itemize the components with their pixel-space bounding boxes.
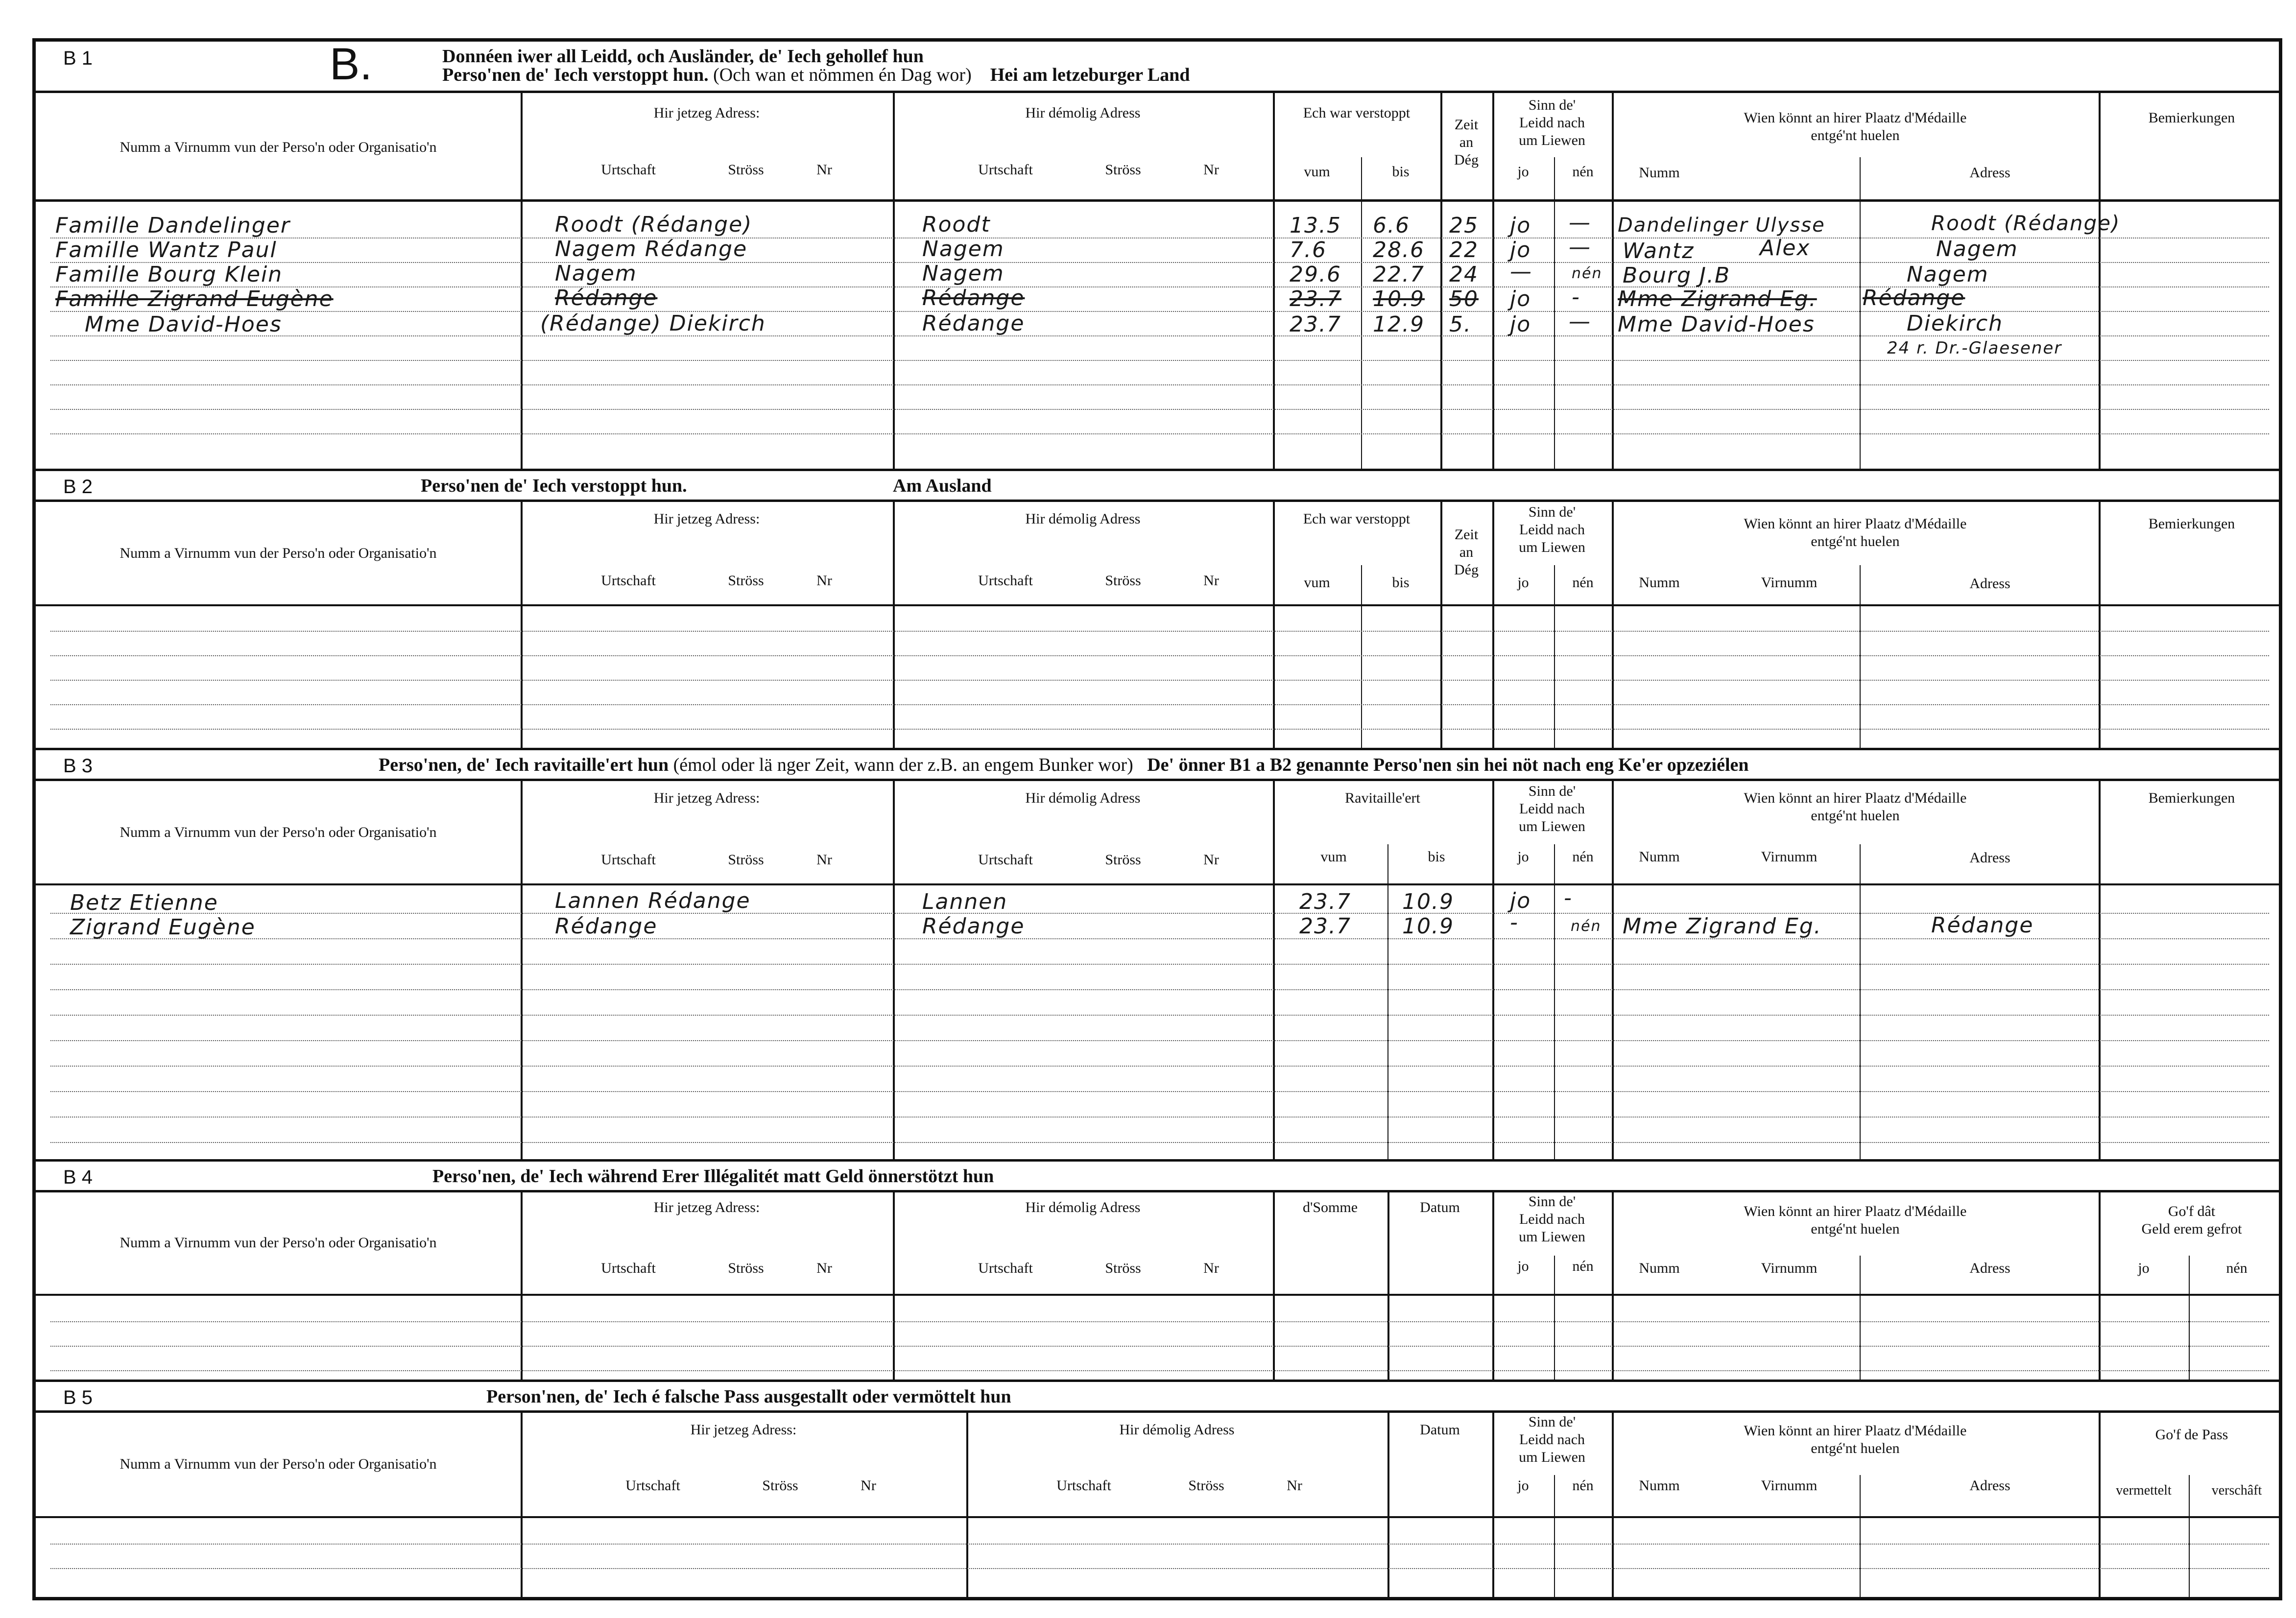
- cell-medal-address-2: 24 r. Dr.-Glaesener: [1887, 338, 2062, 358]
- cell-days: 22: [1449, 238, 1479, 262]
- header-current-address: Hir jetzeg Adress:: [653, 511, 760, 527]
- section-b4: [36, 1159, 2279, 1380]
- header-nen: nén: [1572, 574, 1594, 591]
- section-title: Perso'nen de' Iech verstoppt hun.: [421, 476, 687, 496]
- cell-nen: —: [1569, 235, 1591, 260]
- header-virnumm: Virnumm: [1761, 574, 1818, 591]
- section-title: Person'nen, de' Iech é falsche Pass ausgestallt oder vermöttelt hun: [486, 1386, 1011, 1407]
- cell-bis: 10.9: [1402, 889, 1454, 914]
- header-jo: jo: [1517, 849, 1529, 865]
- header-sinn-2: Leidd nach: [1519, 1211, 1585, 1227]
- header-nr: Nr: [1203, 1260, 1219, 1276]
- header-medal: Wien könnt an hirer Plaatz d'Médaille: [1744, 790, 1967, 806]
- header-sinn: Sinn de': [1528, 1414, 1576, 1430]
- cell-medal-name: Dandelinger Ulysse: [1618, 214, 1825, 237]
- form-sheet: [32, 38, 2282, 1600]
- header-current-address: Hir jetzeg Adress:: [653, 105, 760, 121]
- cell-current: (Rédange) Diekirch: [540, 311, 766, 336]
- header-current-address: Hir jetzeg Adress:: [653, 1199, 760, 1215]
- header-zeit: Zeit: [1454, 526, 1479, 543]
- header-medal-2: entgé'nt huelen: [1811, 533, 1900, 549]
- header-datum: Datum: [1420, 1199, 1460, 1215]
- section-tag: B 2: [63, 476, 93, 498]
- cell-medal-firstname: Alex: [1760, 236, 1811, 261]
- header-nen: nén: [1572, 1258, 1594, 1274]
- cell-bis: 12.9: [1373, 312, 1425, 337]
- header-medal: Wien könnt an hirer Plaatz d'Médaille: [1744, 1423, 1967, 1439]
- header-sinn: Sinn de': [1528, 783, 1576, 799]
- header-sinn: Sinn de': [1528, 504, 1576, 520]
- header-medal-2: entgé'nt huelen: [1811, 808, 1900, 824]
- header-stross: Ströss: [728, 572, 764, 589]
- header-sinn-3: um Liewen: [1519, 1449, 1585, 1465]
- cell-medal-name: Bourg J.B: [1623, 263, 1731, 288]
- header-medal: Wien könnt an hirer Plaatz d'Médaille: [1744, 1203, 1967, 1219]
- header-sinn: Sinn de': [1528, 1193, 1576, 1210]
- cell-jo: -: [1510, 910, 1519, 935]
- cell-bis: 10.9: [1402, 914, 1454, 939]
- header-ravitailleert: Ravitaille'ert: [1345, 790, 1420, 806]
- header-jo: jo: [1517, 1477, 1529, 1494]
- header-vermettelt: vermettelt: [2116, 1483, 2172, 1498]
- section-title: Perso'nen, de' Iech während Erer Illégalitét matt Geld önnerstötzt hun: [432, 1166, 994, 1187]
- header-virnumm: Virnumm: [1761, 1477, 1818, 1494]
- section-tag: B 5: [63, 1387, 93, 1408]
- cell-current: Rédange: [555, 914, 658, 939]
- header-verschaft: verschâft: [2211, 1483, 2262, 1498]
- header-datum: Datum: [1420, 1422, 1460, 1438]
- header-stross: Ströss: [1188, 1477, 1224, 1494]
- header-zeit-deg: Dég: [1454, 152, 1479, 168]
- cell-name: Famille Bourg Klein: [55, 262, 283, 287]
- header-medal-2: entgé'nt huelen: [1811, 127, 1900, 143]
- header-virnumm: Virnumm: [1761, 1260, 1818, 1276]
- header-urtschaft: Urtschaft: [601, 852, 656, 868]
- header-former-address: Hir démolig Adress: [1025, 1199, 1141, 1215]
- header-zeit: Zeit: [1454, 117, 1479, 133]
- cell-current: Roodt (Rédange): [555, 212, 753, 237]
- cell-nen: —: [1569, 309, 1591, 334]
- cell-jo: jo: [1510, 888, 1531, 913]
- cell-jo: jo: [1510, 213, 1531, 238]
- cell-name: Famille Dandelinger: [55, 213, 291, 238]
- cell-name: Betz Etienne: [70, 890, 218, 915]
- section-b1: [36, 39, 2279, 469]
- cell-current: Lannen Rédange: [555, 888, 751, 913]
- section-tag: B 4: [63, 1166, 93, 1188]
- header-current-address: Hir jetzeg Adress:: [690, 1422, 797, 1438]
- cell-medal-address: Diekirch: [1907, 311, 2004, 336]
- cell-vum: 7.6: [1290, 238, 1327, 262]
- header-remarks: Bemierkungen: [2148, 516, 2235, 532]
- cell-vum: 23.7: [1299, 914, 1351, 939]
- cell-former: Rédange: [922, 286, 1025, 310]
- header-virnumm: Virnumm: [1761, 849, 1818, 865]
- cell-name: Famille Wantz Paul: [55, 238, 277, 262]
- header-vum: vum: [1304, 574, 1330, 591]
- header-urtschaft: Urtschaft: [1056, 1477, 1111, 1494]
- header-bis: bis: [1392, 164, 1410, 180]
- header-vum: vum: [1320, 849, 1347, 865]
- section-title: Donnéen iwer all Leidd, och Ausländer, de' Iech gehollef hun: [442, 46, 924, 67]
- cell-days: 5.: [1449, 312, 1472, 337]
- section-tag: B 1: [63, 48, 93, 69]
- header-adress: Adress: [1969, 1260, 2010, 1276]
- header-urtschaft: Urtschaft: [601, 162, 656, 178]
- header-nen: nén: [1572, 1477, 1594, 1494]
- cell-medal-address: Nagem: [1936, 237, 2018, 262]
- header-somme: d'Somme: [1302, 1199, 1358, 1215]
- header-nr: Nr: [1203, 572, 1219, 589]
- header-remarks: Bemierkungen: [2148, 790, 2235, 806]
- cell-nen: -: [1572, 285, 1580, 309]
- header-sinn-2: Leidd nach: [1519, 115, 1585, 131]
- header-nr: Nr: [1203, 852, 1219, 868]
- header-medal-2: entgé'nt huelen: [1811, 1440, 1900, 1456]
- cell-vum: 23.7: [1290, 286, 1341, 311]
- header-nen: nén: [1572, 164, 1594, 180]
- cell-name: Famille Zigrand Eugène: [55, 286, 334, 311]
- header-remarks: Bemierkungen: [2148, 110, 2235, 126]
- header-medal-2: entgé'nt huelen: [1811, 1221, 1900, 1237]
- header-stross: Ströss: [1105, 162, 1141, 178]
- cell-vum: 29.6: [1290, 262, 1341, 287]
- header-urtschaft: Urtschaft: [601, 572, 656, 589]
- cell-vum: 23.7: [1299, 889, 1351, 914]
- section-b3: [36, 748, 2279, 1159]
- cell-nen: -: [1564, 885, 1573, 910]
- cell-former: Lannen: [922, 889, 1008, 914]
- header-current-address: Hir jetzeg Adress:: [653, 790, 760, 806]
- cell-vum: 23.7: [1290, 312, 1341, 337]
- header-stross: Ströss: [1105, 852, 1141, 868]
- header-sinn-2: Leidd nach: [1519, 801, 1585, 817]
- header-adress: Adress: [1969, 1477, 2010, 1494]
- header-nen: nén: [1572, 849, 1594, 865]
- cell-bis: 22.7: [1373, 262, 1425, 287]
- header-sinn-3: um Liewen: [1519, 132, 1585, 148]
- header-stross: Ströss: [762, 1477, 798, 1494]
- header-urtschaft: Urtschaft: [978, 1260, 1033, 1276]
- cell-current: Rédange: [555, 286, 658, 310]
- cell-medal-name: Wantz: [1623, 238, 1695, 263]
- header-nr: Nr: [816, 852, 832, 868]
- header-sinn-3: um Liewen: [1519, 1229, 1585, 1245]
- header-jo: jo: [1517, 164, 1529, 180]
- header-bis: bis: [1428, 849, 1445, 865]
- cell-medal-name: Mme David-Hoes: [1618, 312, 1815, 337]
- header-numm: Numm: [1639, 1477, 1680, 1494]
- header-medal: Wien könnt an hirer Plaatz d'Médaille: [1744, 110, 1967, 126]
- header-urtschaft: Urtschaft: [978, 572, 1033, 589]
- cell-bis: 28.6: [1373, 238, 1425, 262]
- section-title-place: Am Ausland: [893, 476, 992, 496]
- cell-nen: —: [1569, 210, 1591, 235]
- cell-jo: jo: [1510, 312, 1531, 337]
- header-person: Numm a Virnumm vun der Perso'n oder Organisatio'n: [120, 1456, 437, 1472]
- cell-medal-address: Roodt (Rédange): [1931, 211, 2121, 235]
- header-hidden: Ech war verstoppt: [1303, 105, 1411, 121]
- cell-name: Mme David-Hoes: [85, 312, 282, 337]
- header-person: Numm a Virnumm vun der Perso'n oder Organisatio'n: [120, 1235, 437, 1251]
- header-adress: Adress: [1969, 165, 2010, 181]
- header-stross: Ströss: [1105, 572, 1141, 589]
- cell-current: Nagem: [555, 261, 637, 286]
- header-adress: Adress: [1969, 575, 2010, 592]
- header-jo: jo: [1517, 1258, 1529, 1274]
- header-stross: Ströss: [1105, 1260, 1141, 1276]
- header-adress: Adress: [1969, 850, 2010, 866]
- header-person: Numm a Virnumm vun der Perso'n oder Organisatio'n: [120, 545, 437, 561]
- section-b5: [36, 1380, 2279, 1597]
- header-stross: Ströss: [728, 162, 764, 178]
- header-medal: Wien könnt an hirer Plaatz d'Médaille: [1744, 516, 1967, 532]
- cell-medal-address: Nagem: [1907, 262, 1989, 287]
- header-nr: Nr: [861, 1477, 876, 1494]
- cell-jo: jo: [1510, 238, 1531, 262]
- header-pass: Go'f de Pass: [2155, 1427, 2228, 1443]
- cell-days: 24: [1449, 262, 1479, 287]
- header-numm: Numm: [1639, 1260, 1680, 1276]
- header-person: Numm a Virnumm vun der Perso'n oder Organisatio'n: [120, 824, 437, 840]
- header-nen: nén: [2226, 1260, 2248, 1276]
- section-subtitle: Perso'nen de' Iech verstoppt hun. (Och wan et nömmen én Dag wor) Hei am letzeburger Land: [442, 65, 1190, 85]
- header-zeit-an: an: [1459, 134, 1474, 150]
- section-title: Perso'nen, de' Iech ravitaille'ert hun (émol oder lä nger Zeit, wann der z.B. an engem Bunker wor) De' önner B1 a B2 genannte Perso'nen sin hei nöt nach eng Ke'er opzeziélen: [379, 755, 1749, 775]
- cell-medal-name: Mme Zigrand Eg.: [1623, 914, 1822, 939]
- header-bis: bis: [1392, 574, 1410, 591]
- header-nr: Nr: [1203, 162, 1219, 178]
- header-sinn-2: Leidd nach: [1519, 1431, 1585, 1448]
- cell-name: Zigrand Eugène: [70, 915, 256, 940]
- header-urtschaft: Urtschaft: [978, 162, 1033, 178]
- header-numm: Numm: [1639, 849, 1680, 865]
- header-sinn: Sinn de': [1528, 97, 1576, 113]
- header-stross: Ströss: [728, 1260, 764, 1276]
- cell-medal-name: Mme Zigrand Eg.: [1618, 286, 1817, 311]
- cell-former: Nagem: [922, 261, 1004, 286]
- section-tag: B 3: [63, 755, 93, 777]
- cell-nen: nén: [1571, 918, 1602, 935]
- cell-vum: 13.5: [1290, 213, 1341, 238]
- header-urtschaft: Urtschaft: [625, 1477, 680, 1494]
- cell-medal-address: Rédange: [1863, 286, 1965, 310]
- header-nr: Nr: [1287, 1477, 1302, 1494]
- header-nr: Nr: [816, 162, 832, 178]
- cell-bis: 10.9: [1373, 286, 1425, 311]
- cell-current: Nagem Rédange: [555, 237, 748, 262]
- header-jo: jo: [2138, 1260, 2150, 1276]
- header-numm: Numm: [1639, 165, 1680, 181]
- header-former-address: Hir démolig Adress: [1119, 1422, 1235, 1438]
- header-gof-2: Geld erem gefrot: [2141, 1221, 2242, 1237]
- cell-days: 50: [1449, 286, 1479, 311]
- cell-jo: jo: [1510, 286, 1531, 311]
- header-nr: Nr: [816, 1260, 832, 1276]
- header-zeit-deg: Dég: [1454, 562, 1479, 578]
- header-sinn-3: um Liewen: [1519, 818, 1585, 834]
- cell-former: Nagem: [922, 237, 1004, 262]
- header-nr: Nr: [816, 572, 832, 589]
- header-hidden: Ech war verstoppt: [1303, 511, 1411, 527]
- header-jo: jo: [1517, 574, 1529, 591]
- cell-former: Rédange: [922, 914, 1025, 939]
- header-zeit-an: an: [1459, 544, 1474, 560]
- cell-days: 25: [1449, 213, 1479, 238]
- cell-jo: —: [1510, 259, 1532, 284]
- section-b2: [36, 469, 2279, 748]
- cell-former: Rédange: [922, 311, 1025, 336]
- header-numm: Numm: [1639, 574, 1680, 591]
- header-vum: vum: [1304, 164, 1330, 180]
- header-former-address: Hir démolig Adress: [1025, 790, 1141, 806]
- header-former-address: Hir démolig Adress: [1025, 105, 1141, 121]
- header-sinn-3: um Liewen: [1519, 539, 1585, 555]
- cell-bis: 6.6: [1373, 213, 1410, 238]
- header-stross: Ströss: [728, 852, 764, 868]
- cell-former: Roodt: [922, 212, 991, 237]
- cell-nen: nén: [1572, 265, 1602, 282]
- header-urtschaft: Urtschaft: [601, 1260, 656, 1276]
- header-gof: Go'f dât: [2168, 1203, 2216, 1219]
- cell-medal-address: Rédange: [1931, 913, 2034, 938]
- header-sinn-2: Leidd nach: [1519, 522, 1585, 538]
- header-former-address: Hir démolig Adress: [1025, 511, 1141, 527]
- header-person: Numm a Virnumm vun der Perso'n oder Organisatio'n: [120, 139, 437, 155]
- header-urtschaft: Urtschaft: [978, 852, 1033, 868]
- form-letter: B.: [330, 39, 372, 89]
